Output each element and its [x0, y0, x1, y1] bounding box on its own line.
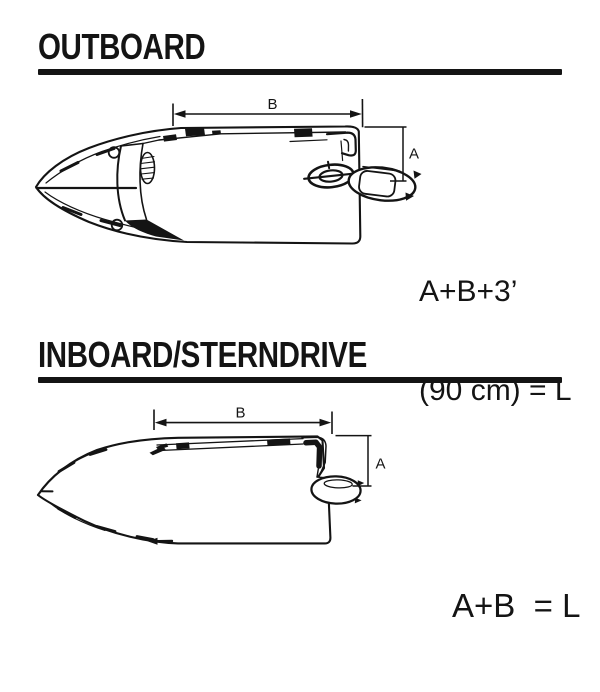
hull-outline-lower	[38, 495, 330, 543]
outboard-dim-label-a: A	[409, 146, 419, 163]
inboard-formula-line1: A+B = L	[452, 589, 580, 623]
hull-outline	[36, 126, 360, 243]
windshield-rail	[150, 438, 304, 455]
inboard-boat-drawing	[38, 436, 364, 544]
inboard-dim-label-a: A	[376, 456, 386, 473]
inboard-dim-label-b: B	[235, 405, 245, 422]
sterndrive-unit	[311, 476, 364, 505]
gunwale-cleats	[163, 128, 313, 142]
outboard-dim-label-b: B	[267, 96, 277, 113]
cockpit-inner-line	[290, 140, 327, 142]
outboard-formula-line2: (90 cm) = L	[419, 374, 572, 407]
rub-rail-shade-marks	[59, 450, 154, 540]
windshield-base-wedge	[125, 220, 184, 241]
outboard-boat-drawing	[36, 126, 422, 243]
inboard-length-formula	[452, 521, 580, 691]
outboard-length-formula	[419, 209, 572, 473]
outboard-formula-line1: A+B+3’	[419, 275, 572, 308]
helm-seat-detail	[141, 153, 155, 184]
inboard-section-title: INBOARD/STERNDRIVE	[38, 334, 367, 376]
outboard-section-title: OUTBOARD	[38, 26, 205, 68]
transom-inner-line	[341, 141, 343, 161]
